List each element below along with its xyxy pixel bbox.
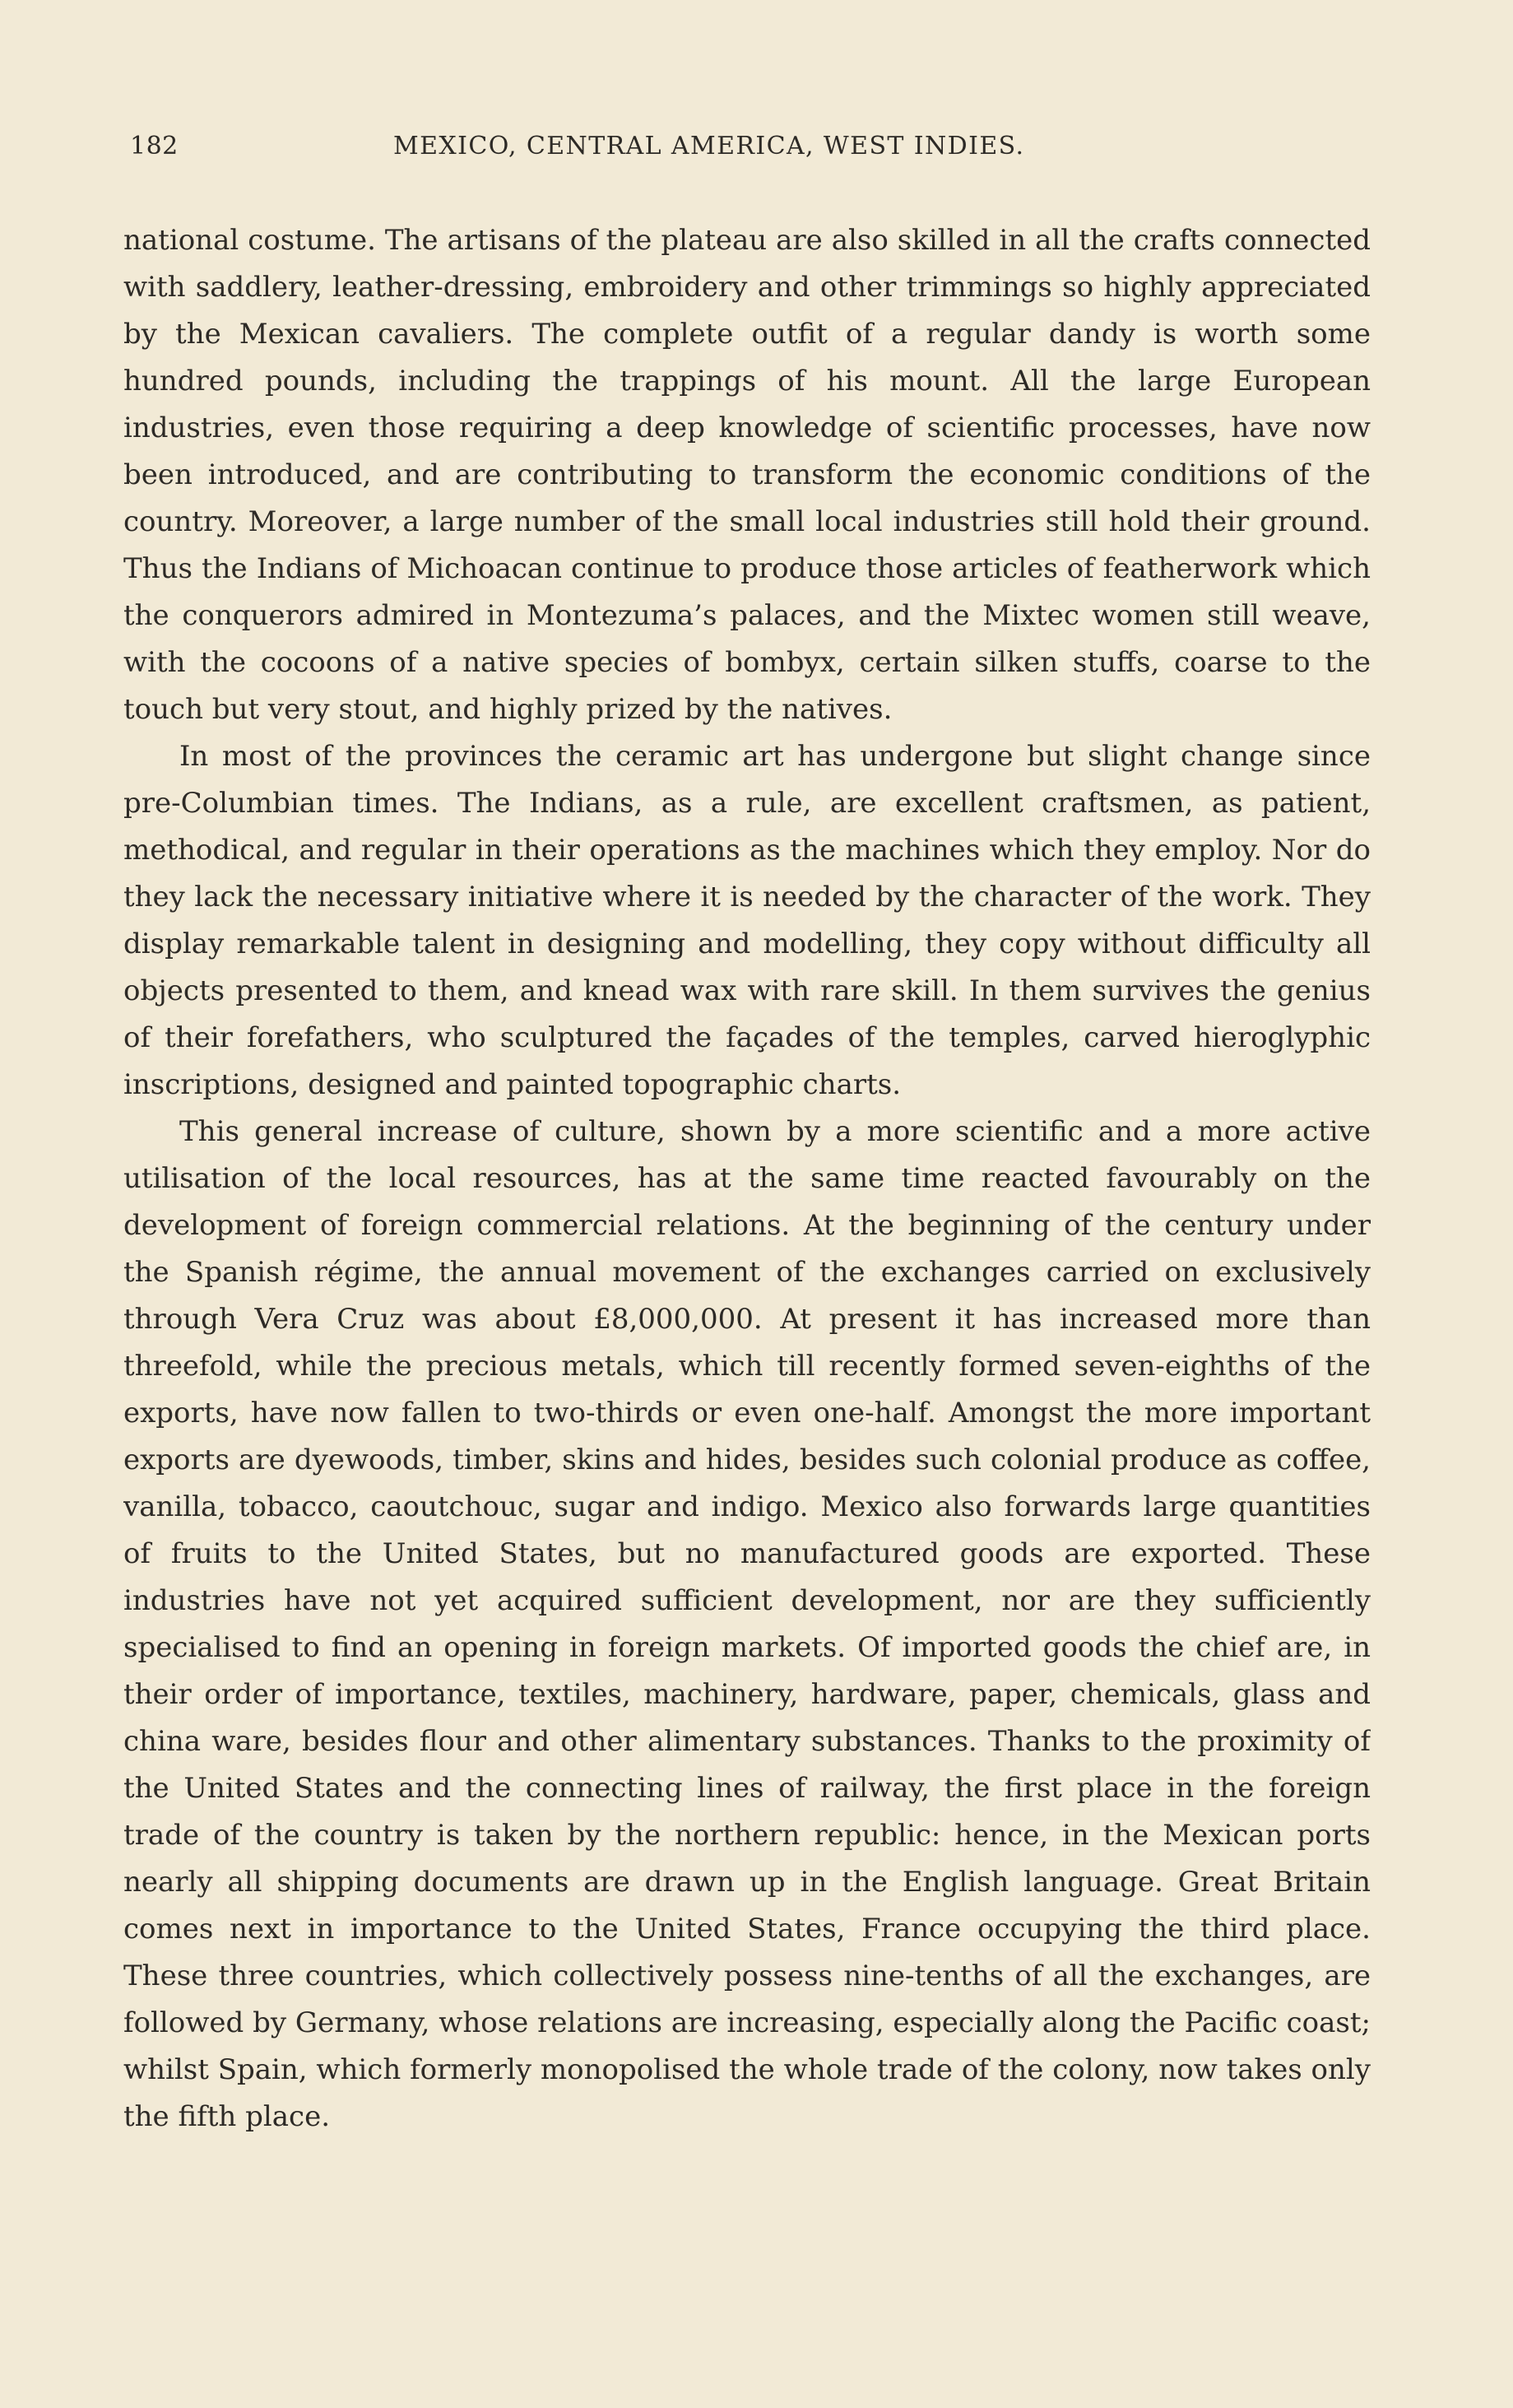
paragraph-1: national costume. The artisans of the plateau are also skilled in all the crafts connected with saddlery, leather-dressing, embroidery and other trimmings so highly appreciated by the Mexican cavaliers. The complete outfit of a regular dandy is worth some hundred pounds, including the trappings of his mount. All the large European industries, even those requiring a deep knowledge of scientific processes, have now been introduced, and are contributing to transform the economic conditions of the country. Moreover, a large number of the small local industries still hold their ground. Thus the Indians of Michoacan continue to produce those articles of featherwork which the conquerors admired in Montezuma’s palaces, and the Mixtec women still weave, with the cocoons of a native species of bombyx, certain silken stuffs, coarse to the touch but very stout, and highly prized by the natives. [123, 224, 1371, 726]
paragraph-3: This general increase of culture, shown by a more scientific and a more active utilisation of the local resources, has at the same time reacted favourably on the development of foreign commercial relations. At the beginning of the century under the Spanish régime, the annual movement of the exchanges carried on exclusively through Vera Cruz was about £8,000,000. At present it has increased more than threefold, while the precious metals, which till recently formed seven-eighths of the exports, have now fallen to two-thirds or even one-half. Amongst the more important exports are dyewoods, timber, skins and hides, besides such colonial produce as coffee, vanilla, tobacco, caoutchouc, sugar and indigo. Mexico also forwards large quantities of fruits to the United States, but no manufactured goods are exported. These industries have not yet acquired sufficient development, nor are they sufficiently specialised to find an opening in foreign markets. Of imported goods the chief are, in their order of importance, textiles, machinery, hardware, paper, chemicals, glass and china ware, besides flour and other alimentary substances. Thanks to the proximity of the United States and the connecting lines of railway, the first place in the foreign trade of the country is taken by the northern republic: hence, in the Mexican ports nearly all shipping documents are drawn up in the English language. Great Britain comes next in importance to the United States, France occupying the third place. These three countries, which collectively possess nine-tenths of all the exchanges, are followed by Germany, whose relations are increasing, especially along the Pacific coast; whilst Spain, which formerly monopolised the whole trade of the colony, now takes only the fifth place. [123, 1115, 1371, 2133]
main-text [123, 217, 1371, 2291]
page-number: 182 [130, 132, 179, 160]
paragraph-2: In most of the provinces the ceramic art has undergone but slight change since pre-Columbian times. The Indians, as a rule, are excellent craftsmen, as patient, methodical, and regular in their operations as the machines which they employ. Nor do they lack the necessary initiative where it is needed by the character of the work. They display remarkable talent in designing and modelling, they copy without difficulty all objects presented to them, and knead wax with rare skill. In them survives the genius of their forefathers, who sculptured the façades of the temples, carved hieroglyphic inscriptions, designed and painted topographic charts. [123, 740, 1371, 1101]
page-header [130, 132, 1362, 178]
running-head: MEXICO, CENTRAL AMERICA, WEST INDIES. [393, 132, 1025, 160]
